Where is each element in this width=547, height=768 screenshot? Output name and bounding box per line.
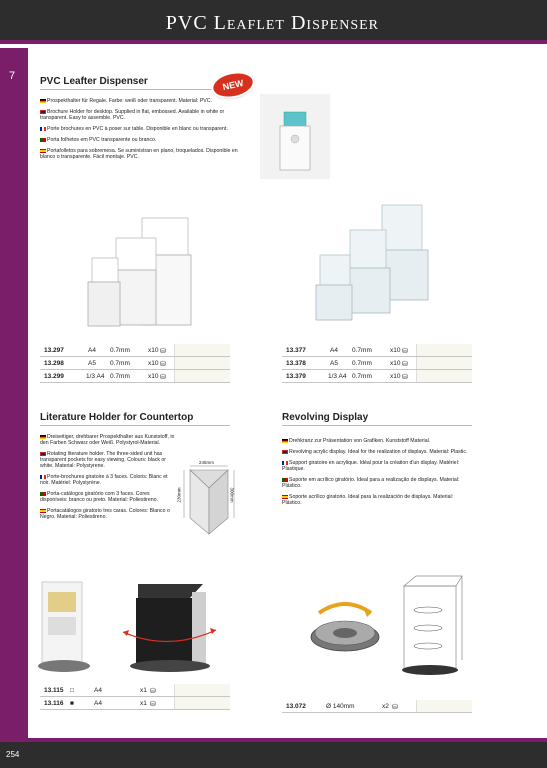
portugal-flag-icon <box>282 478 288 482</box>
section-rule <box>40 89 230 90</box>
table-row: 13.072 Ø 140mm x2 ⛁ <box>282 700 472 713</box>
spain-flag-icon <box>40 509 46 513</box>
germany-flag-icon <box>282 439 288 443</box>
price-field <box>174 344 230 356</box>
white-swatch-icon: □ <box>70 687 74 694</box>
pvc-table-white <box>40 344 230 383</box>
table-row: 13.377 A4 0.7mm x10 ⛁ <box>282 344 472 357</box>
page-title: PVC Leaflet Dispenser <box>165 12 379 34</box>
table-row: 13.297 A4 0.7mm x10 ⛁ <box>40 344 230 357</box>
price-field <box>416 700 472 712</box>
package-icon: ⛁ <box>392 704 398 711</box>
table-row: 13.298 A5 0.7mm x10 ⛁ <box>40 357 230 370</box>
pvc-table-transparent <box>282 344 472 383</box>
transparent-dispenser-set-image <box>310 200 440 330</box>
chapter-number: 7 <box>9 70 16 82</box>
acrylic-display-image <box>398 572 468 680</box>
literature-table <box>40 684 230 710</box>
spain-flag-icon <box>282 495 288 499</box>
pvc-desc-fr: Porte brochures en PVC à poser sur table. Disponible en blanc ou transparent. <box>40 126 240 132</box>
package-icon: ⛁ <box>160 361 166 368</box>
package-icon: ⛁ <box>402 361 408 368</box>
price-field <box>416 357 472 369</box>
new-badge: NEW <box>211 70 255 100</box>
page-number: 254 <box>6 750 20 759</box>
price-field <box>174 357 230 369</box>
white-dispenser-set-image <box>84 210 204 330</box>
revolving-table <box>282 700 472 713</box>
section-rule <box>40 425 230 426</box>
section-title-literature: Literature Holder for Countertop <box>40 412 194 423</box>
germany-flag-icon <box>40 435 46 439</box>
package-icon: ⛁ <box>150 688 156 695</box>
package-icon: ⛁ <box>160 374 166 381</box>
white-dispenser-image <box>260 94 330 179</box>
literature-description: Dreiseitiger, drehbarer Prospekthalter aus Kunststoff, in den Farben Schwarz oder Weiß. Polystyrol-Material. Rotating literature holder. The three-sided unit has transparent pockets for easy viewing. Colours: black or white. Material: Polystyrene. Porte-brochures giratoire à 3 faces. Coloris: Blanc et noir. Matériel: Polystyrène. Porta-catálogos giratório com 3 faces. Cores disponíveis: branco ou preto. Material: Poliestireno. Portacatálogos giratorio tres caras. Colores: Blanco o Negro. Material: Poliestireno. <box>40 434 175 520</box>
dimension-left-label: 230mm <box>176 487 182 503</box>
pvc-desc-de: Prospekthalter für Regale. Farbe: weiß oder transparent. Material: PVC. <box>40 98 240 104</box>
price-field <box>174 370 230 382</box>
black-swatch-icon: ■ <box>70 700 74 707</box>
portugal-flag-icon <box>40 492 46 496</box>
pvc-description <box>40 98 240 165</box>
price-field <box>174 684 230 696</box>
table-row: 13.299 1/3 A4 0.7mm x10 ⛁ <box>40 370 230 383</box>
package-icon: ⛁ <box>160 348 166 355</box>
table-row: 13.115 □ A4 x1 ⛁ <box>40 684 230 697</box>
chapter-sidebar <box>0 48 28 738</box>
turntable-image <box>305 585 385 665</box>
table-row: 13.379 1/3 A4 0.7mm x10 ⛁ <box>282 370 472 383</box>
price-field <box>174 697 230 709</box>
literature-holder-image <box>38 572 228 677</box>
page-header <box>0 0 547 44</box>
table-row: 13.116 ■ A4 x1 ⛁ <box>40 697 230 710</box>
uk-flag-icon <box>282 450 288 454</box>
germany-flag-icon <box>40 99 46 103</box>
spain-flag-icon <box>40 149 46 153</box>
uk-flag-icon <box>40 452 46 456</box>
page-footer <box>0 738 547 768</box>
uk-flag-icon <box>40 110 46 114</box>
package-icon: ⛁ <box>402 374 408 381</box>
france-flag-icon <box>40 127 46 131</box>
pvc-desc-gb: Brochure Holder for desktop. Supplied in flat, embossed. Available in white or transparent. Easy to assemble. PVC. <box>40 109 225 121</box>
price-field <box>416 344 472 356</box>
table-row: 13.378 A5 0.7mm x10 ⛁ <box>282 357 472 370</box>
france-flag-icon <box>282 461 288 465</box>
france-flag-icon <box>40 475 46 479</box>
section-rule <box>282 425 472 426</box>
portugal-flag-icon <box>40 138 46 142</box>
package-icon: ⛁ <box>150 701 156 708</box>
section-title-revolving: Revolving Display <box>282 412 369 423</box>
pvc-desc-es: Portafolletos para sobremesa. Se suministran en plano, troquelados. Disponible en blanco o transparente. Fácil montaje. PVC. <box>40 148 238 160</box>
price-field <box>416 370 472 382</box>
revolving-description: Drehkranz zur Präsentation von Grafiken. Kunststoff Material. Revolving acrylic display. Ideal for the realization of displays. Material: Plastic. Support giratoire en acrylique. Idéal pour la création d'un display. Matériel: Plastique. Suporte em acrílico giratório. Ideal para a realização de displays. Material: Plástico. Soporte acrílico giratorio. Ideal para la realización de displays. Material: Plástico. <box>282 438 468 506</box>
section-title-pvc: PVC Leafter Dispenser <box>40 76 148 87</box>
dimension-top-label: 245mm <box>199 460 215 465</box>
package-icon: ⛁ <box>402 348 408 355</box>
dimension-right-label: 300mm <box>229 487 235 503</box>
pvc-desc-pt: Porta folhetos em PVC transparente ou branco. <box>40 137 240 143</box>
